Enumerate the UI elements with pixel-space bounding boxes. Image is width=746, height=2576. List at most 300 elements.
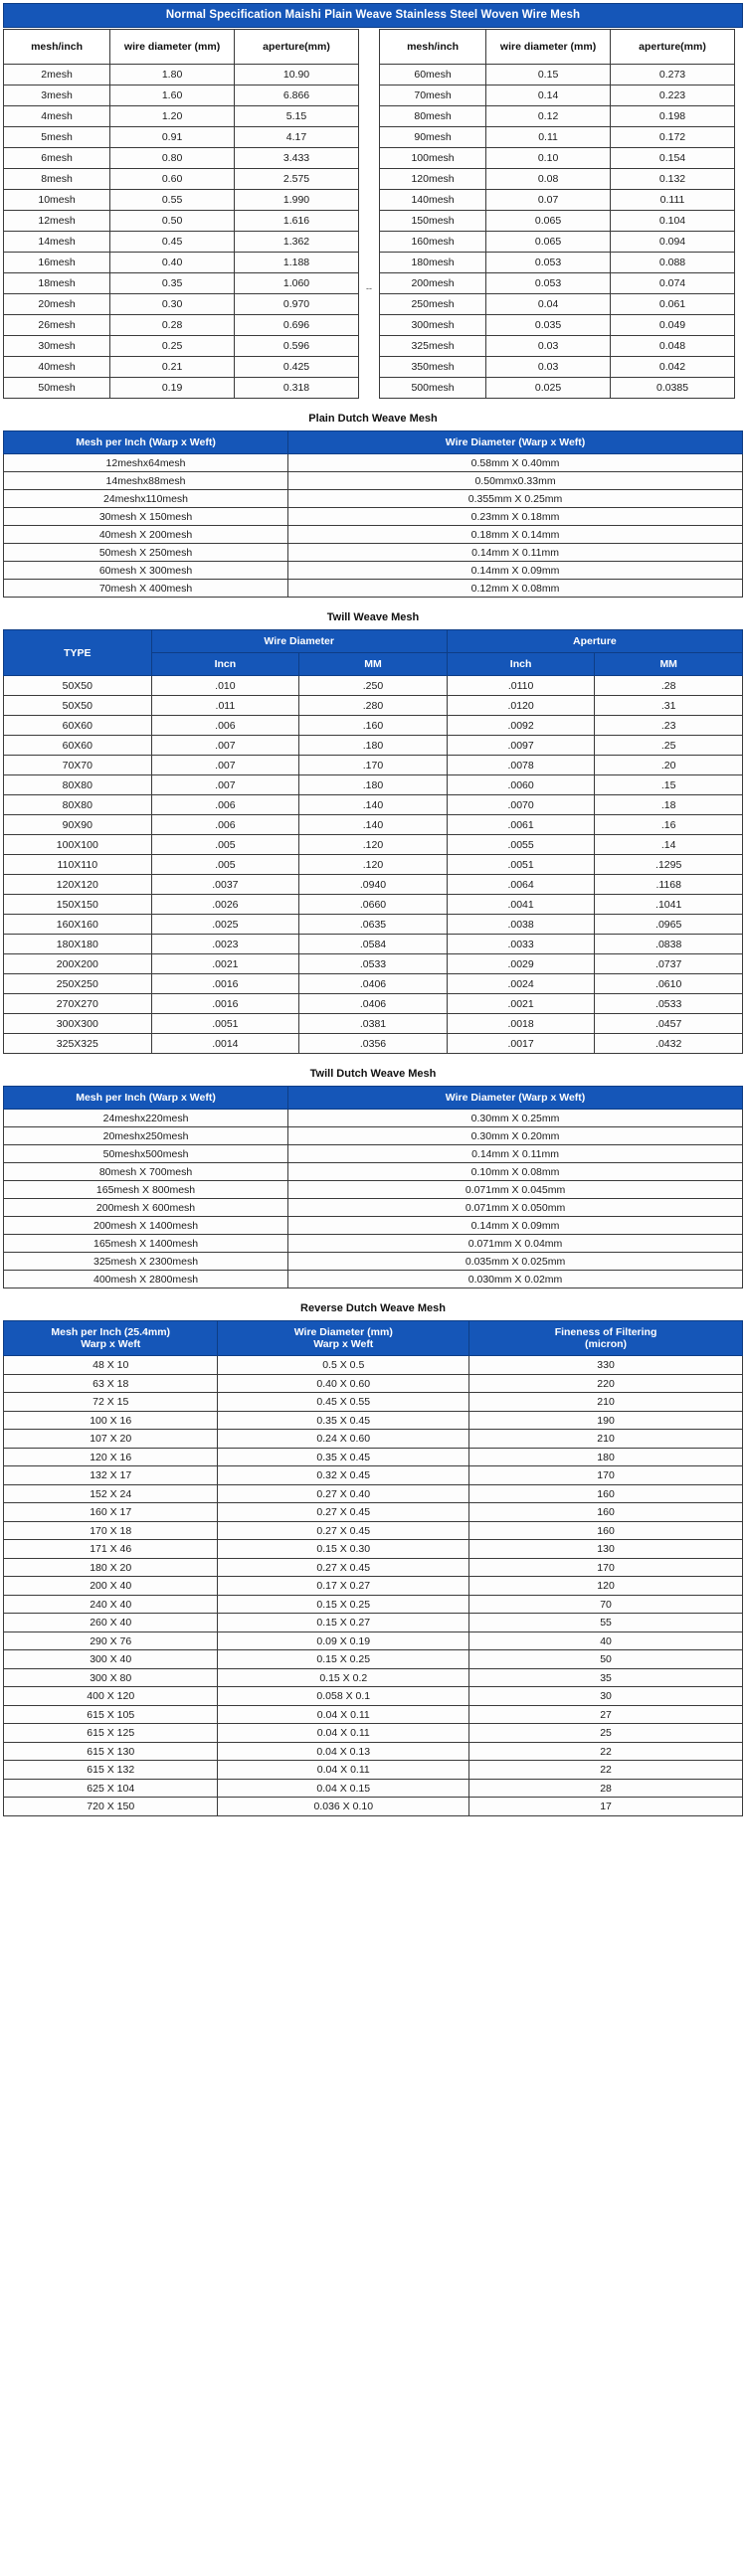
table-row	[4, 1668, 743, 1687]
table-row	[4, 1034, 743, 1054]
table-cell: 300 X 40	[4, 1650, 218, 1669]
table-row	[4, 1235, 743, 1253]
table-cell: 70X70	[4, 756, 152, 775]
table-row	[380, 65, 735, 86]
table-cell: 6.866	[235, 86, 359, 106]
table-cell: 0.40 X 0.60	[218, 1374, 469, 1393]
table-cell: 0.91	[110, 127, 235, 148]
table-cell: 0.09 X 0.19	[218, 1631, 469, 1650]
table-cell: 0.14mm X 0.11mm	[288, 1145, 743, 1163]
col-header-wire-diameter	[218, 1321, 469, 1356]
table-cell: 170 X 18	[4, 1521, 218, 1540]
table-cell: .0584	[299, 935, 448, 954]
table-row	[4, 1430, 743, 1449]
table-cell: 100 X 16	[4, 1411, 218, 1430]
table-row	[4, 954, 743, 974]
table-row	[4, 1650, 743, 1669]
table-row	[4, 580, 743, 598]
table-row	[4, 1253, 743, 1271]
table-cell: .120	[299, 855, 448, 875]
table-cell: 160 X 17	[4, 1503, 218, 1522]
table-row	[4, 1503, 743, 1522]
table-cell: 50X50	[4, 676, 152, 696]
col-header-wire-diameter: wire diameter (mm)	[110, 30, 235, 65]
table-row	[380, 357, 735, 378]
table-cell: 240 X 40	[4, 1595, 218, 1614]
table-cell: 0.60	[110, 169, 235, 190]
table-cell: 210	[469, 1393, 743, 1412]
table-cell: .0381	[299, 1014, 448, 1034]
table-row	[4, 294, 359, 315]
table-cell: 70mesh X 400mesh	[4, 580, 288, 598]
table-cell: 1.60	[110, 86, 235, 106]
table-cell: 500mesh	[380, 378, 486, 399]
table-cell: 30mesh	[4, 336, 110, 357]
table-cell: 60X60	[4, 736, 152, 756]
table-cell: 0.27 X 0.45	[218, 1521, 469, 1540]
table-cell: .0037	[151, 875, 299, 895]
table-cell: .011	[151, 696, 299, 716]
table-cell: .0061	[447, 815, 595, 835]
table-cell: 0.32 X 0.45	[218, 1466, 469, 1485]
table-cell: 0.318	[235, 378, 359, 399]
table-row	[380, 148, 735, 169]
table-cell: 180 X 20	[4, 1558, 218, 1577]
table-cell: 0.27 X 0.45	[218, 1558, 469, 1577]
table-cell: 0.12mm X 0.08mm	[288, 580, 743, 598]
table-cell: 50X50	[4, 696, 152, 716]
col-header-wire-diameter: Wire Diameter (Warp x Weft)	[288, 1087, 743, 1110]
table-row	[4, 148, 359, 169]
table-row	[4, 315, 359, 336]
table-cell: 0.596	[235, 336, 359, 357]
col-header-aperture: aperture(mm)	[611, 30, 735, 65]
table-header-row	[4, 1087, 743, 1110]
table-row	[4, 1217, 743, 1235]
table-cell: 0.11	[486, 127, 611, 148]
table-cell: 110X110	[4, 855, 152, 875]
table-cell: 0.50	[110, 211, 235, 232]
table-cell: 0.35 X 0.45	[218, 1411, 469, 1430]
col-header-line-2: Warp x Weft	[313, 1338, 374, 1351]
table-row	[4, 454, 743, 472]
table-cell: 160mesh	[380, 232, 486, 253]
table-cell: 0.30mm X 0.25mm	[288, 1110, 743, 1127]
table-cell: .0023	[151, 935, 299, 954]
table-cell: 0.28	[110, 315, 235, 336]
table-row	[380, 211, 735, 232]
table-cell: 0.088	[611, 253, 735, 273]
table-cell: 0.025	[486, 378, 611, 399]
table-cell: 90X90	[4, 815, 152, 835]
table-cell: 330	[469, 1356, 743, 1375]
table-cell: 0.273	[611, 65, 735, 86]
table-cell: 0.03	[486, 357, 611, 378]
table-cell: 615 X 125	[4, 1724, 218, 1743]
col-header-type: TYPE	[4, 630, 152, 676]
table-cell: 615 X 132	[4, 1761, 218, 1780]
table-row	[4, 490, 743, 508]
table-cell: .16	[595, 815, 743, 835]
table-cell: 0.15 X 0.30	[218, 1540, 469, 1559]
table-row	[4, 190, 359, 211]
table-cell: 48 X 10	[4, 1356, 218, 1375]
table-cell: .0737	[595, 954, 743, 974]
table-cell: .1168	[595, 875, 743, 895]
table-cell: .0097	[447, 736, 595, 756]
plain-weave-right-pane	[379, 29, 735, 399]
plain-dutch-table	[3, 430, 743, 598]
table-cell: .0021	[151, 954, 299, 974]
twill-dutch-caption: Twill Dutch Weave Mesh	[309, 1068, 437, 1081]
table-cell: 0.065	[486, 232, 611, 253]
table-cell: .0356	[299, 1034, 448, 1054]
table-cell: 0.35 X 0.45	[218, 1448, 469, 1466]
table-cell: .140	[299, 815, 448, 835]
table-cell: .006	[151, 815, 299, 835]
reverse-dutch-body	[4, 1356, 743, 1816]
table-cell: 150X150	[4, 895, 152, 915]
table-cell: 2.575	[235, 169, 359, 190]
table-cell: .160	[299, 716, 448, 736]
table-cell: 615 X 105	[4, 1705, 218, 1724]
table-cell: 130	[469, 1540, 743, 1559]
table-cell: 50	[469, 1650, 743, 1669]
table-cell: 70mesh	[380, 86, 486, 106]
col-header-fineness	[469, 1321, 743, 1356]
table-cell: 1.80	[110, 65, 235, 86]
table-cell: 0.154	[611, 148, 735, 169]
table-cell: 0.035mm X 0.025mm	[288, 1253, 743, 1271]
table-cell: .0014	[151, 1034, 299, 1054]
table-cell: 0.07	[486, 190, 611, 211]
table-cell: 50mesh X 250mesh	[4, 544, 288, 562]
table-cell: 325X325	[4, 1034, 152, 1054]
table-group-header-row	[4, 630, 743, 653]
col-header-aperture-inch: Inch	[447, 653, 595, 676]
table-row	[4, 1614, 743, 1632]
table-cell: 25	[469, 1724, 743, 1743]
table-cell: 80mesh X 700mesh	[4, 1163, 288, 1181]
table-cell: 24meshx220mesh	[4, 1110, 288, 1127]
table-row	[4, 211, 359, 232]
table-cell: .0635	[299, 915, 448, 935]
table-cell: 40	[469, 1631, 743, 1650]
table-row	[4, 1631, 743, 1650]
table-row	[4, 895, 743, 915]
table-cell: 27	[469, 1705, 743, 1724]
plain-dutch-body	[4, 454, 743, 598]
table-cell: 0.042	[611, 357, 735, 378]
table-row	[4, 106, 359, 127]
table-cell: 55	[469, 1614, 743, 1632]
table-row	[380, 378, 735, 399]
table-cell: .0078	[447, 756, 595, 775]
table-row	[4, 815, 743, 835]
table-row	[4, 526, 743, 544]
table-cell: 1.616	[235, 211, 359, 232]
table-cell: 0.5 X 0.5	[218, 1356, 469, 1375]
table-cell: .18	[595, 795, 743, 815]
col-header-wire-mm: MM	[299, 653, 448, 676]
table-cell: .0838	[595, 935, 743, 954]
table-cell: 350mesh	[380, 357, 486, 378]
table-row	[380, 169, 735, 190]
table-row	[4, 336, 359, 357]
table-cell: 10mesh	[4, 190, 110, 211]
plain-weave-left-table	[3, 29, 359, 399]
table-cell: 0.80	[110, 148, 235, 169]
table-row	[4, 736, 743, 756]
table-cell: 6mesh	[4, 148, 110, 169]
table-cell: 0.19	[110, 378, 235, 399]
table-cell: 0.35	[110, 273, 235, 294]
table-cell: 0.10mm X 0.08mm	[288, 1163, 743, 1181]
table-row	[380, 106, 735, 127]
table-cell: 200X200	[4, 954, 152, 974]
table-cell: 0.053	[486, 253, 611, 273]
table-cell: 0.04 X 0.11	[218, 1761, 469, 1780]
table-row	[4, 1014, 743, 1034]
table-cell: 30	[469, 1687, 743, 1706]
table-row	[4, 562, 743, 580]
table-cell: 0.55	[110, 190, 235, 211]
table-cell: 0.04 X 0.11	[218, 1705, 469, 1724]
table-row	[4, 232, 359, 253]
table-cell: 5.15	[235, 106, 359, 127]
table-cell: 0.030mm X 0.02mm	[288, 1271, 743, 1288]
table-cell: 300 X 80	[4, 1668, 218, 1687]
table-cell: 171 X 46	[4, 1540, 218, 1559]
table-cell: 165mesh X 1400mesh	[4, 1235, 288, 1253]
table-cell: 70	[469, 1595, 743, 1614]
table-cell: .0457	[595, 1014, 743, 1034]
table-cell: 0.25	[110, 336, 235, 357]
table-cell: 0.048	[611, 336, 735, 357]
table-cell: .0610	[595, 974, 743, 994]
table-cell: 0.04 X 0.11	[218, 1724, 469, 1743]
table-row	[4, 1356, 743, 1375]
table-cell: .1041	[595, 895, 743, 915]
plain-weave-left-body	[4, 65, 359, 399]
table-row	[380, 336, 735, 357]
table-cell: 80X80	[4, 775, 152, 795]
table-cell: 0.50mmx0.33mm	[288, 472, 743, 490]
table-cell: 40mesh X 200mesh	[4, 526, 288, 544]
table-cell: 12meshx64mesh	[4, 454, 288, 472]
table-cell: 0.04	[486, 294, 611, 315]
table-cell: .0016	[151, 994, 299, 1014]
table-cell: 18mesh	[4, 273, 110, 294]
table-row	[4, 1540, 743, 1559]
table-cell: 0.45	[110, 232, 235, 253]
table-cell: 250X250	[4, 974, 152, 994]
table-row	[4, 378, 359, 399]
table-cell: 0.40	[110, 253, 235, 273]
table-row	[4, 1145, 743, 1163]
table-cell: .0432	[595, 1034, 743, 1054]
table-row	[380, 86, 735, 106]
table-cell: .0018	[447, 1014, 595, 1034]
table-cell: .007	[151, 736, 299, 756]
table-row	[4, 472, 743, 490]
reverse-dutch-table	[3, 1320, 743, 1816]
spec-sheet-page	[0, 3, 746, 1822]
table-cell: 80X80	[4, 795, 152, 815]
col-header-wire-diameter: Wire Diameter (Warp x Weft)	[288, 431, 743, 454]
table-cell: .0110	[447, 676, 595, 696]
table-row	[4, 775, 743, 795]
table-row	[4, 1411, 743, 1430]
plain-weave-section	[0, 29, 746, 399]
table-cell: 160X160	[4, 915, 152, 935]
table-cell: 1.362	[235, 232, 359, 253]
table-cell: 325mesh	[380, 336, 486, 357]
table-cell: 0.104	[611, 211, 735, 232]
table-row	[4, 1595, 743, 1614]
table-row	[4, 1466, 743, 1485]
table-cell: 100X100	[4, 835, 152, 855]
table-row	[380, 273, 735, 294]
table-row	[4, 253, 359, 273]
table-cell: .180	[299, 775, 448, 795]
twill-weave-table	[3, 629, 743, 1054]
table-cell: 0.15 X 0.25	[218, 1595, 469, 1614]
table-row	[4, 1271, 743, 1288]
table-cell: 0.094	[611, 232, 735, 253]
table-cell: .120	[299, 835, 448, 855]
table-cell: 0.058 X 0.1	[218, 1687, 469, 1706]
col-header-mesh-per-inch: Mesh per Inch (Warp x Weft)	[4, 431, 288, 454]
table-row	[4, 1448, 743, 1466]
table-cell: .0038	[447, 915, 595, 935]
table-cell: .007	[151, 775, 299, 795]
table-cell: .0406	[299, 974, 448, 994]
table-cell: 22	[469, 1761, 743, 1780]
table-cell: 63 X 18	[4, 1374, 218, 1393]
table-row	[4, 357, 359, 378]
table-row	[4, 935, 743, 954]
table-cell: 26mesh	[4, 315, 110, 336]
table-cell: 3mesh	[4, 86, 110, 106]
table-cell: 290 X 76	[4, 1631, 218, 1650]
table-row	[4, 1374, 743, 1393]
table-cell: 200mesh	[380, 273, 486, 294]
table-cell: 200mesh X 600mesh	[4, 1199, 288, 1217]
table-row	[4, 1705, 743, 1724]
table-row	[380, 190, 735, 211]
table-row	[4, 835, 743, 855]
table-cell: 0.223	[611, 86, 735, 106]
table-row	[4, 1577, 743, 1596]
reverse-dutch-caption: Reverse Dutch Weave Mesh	[300, 1302, 446, 1315]
table-cell: 0.23mm X 0.18mm	[288, 508, 743, 526]
table-cell: 60X60	[4, 716, 152, 736]
table-cell: .0060	[447, 775, 595, 795]
table-row	[4, 1484, 743, 1503]
table-cell: 28	[469, 1779, 743, 1798]
table-row	[4, 1779, 743, 1798]
table-row	[4, 716, 743, 736]
table-cell: 2mesh	[4, 65, 110, 86]
table-cell: 4mesh	[4, 106, 110, 127]
table-cell: 0.071mm X 0.050mm	[288, 1199, 743, 1217]
table-cell: 5mesh	[4, 127, 110, 148]
table-cell: 35	[469, 1668, 743, 1687]
col-group-header-wire-diameter: Wire Diameter	[151, 630, 447, 653]
table-cell: 0.17 X 0.27	[218, 1577, 469, 1596]
table-cell: 50meshx500mesh	[4, 1145, 288, 1163]
table-cell: 260 X 40	[4, 1614, 218, 1632]
col-header-mesh-per-inch: Mesh per Inch (Warp x Weft)	[4, 1087, 288, 1110]
table-cell: .23	[595, 716, 743, 736]
table-cell: 14meshx88mesh	[4, 472, 288, 490]
table-cell: .010	[151, 676, 299, 696]
table-cell: .0120	[447, 696, 595, 716]
col-header-mesh-per-inch	[4, 1321, 218, 1356]
table-cell: 0.14mm X 0.11mm	[288, 544, 743, 562]
table-cell: 0.58mm X 0.40mm	[288, 454, 743, 472]
plain-dutch-caption: Plain Dutch Weave Mesh	[308, 413, 438, 425]
table-cell: 0.036 X 0.10	[218, 1798, 469, 1816]
table-cell: 20meshx250mesh	[4, 1127, 288, 1145]
table-cell: 0.04 X 0.15	[218, 1779, 469, 1798]
table-cell: 0.24 X 0.60	[218, 1430, 469, 1449]
table-cell: 17	[469, 1798, 743, 1816]
table-cell: .007	[151, 756, 299, 775]
table-cell: 0.425	[235, 357, 359, 378]
table-row	[380, 253, 735, 273]
table-cell: 300X300	[4, 1014, 152, 1034]
table-cell: 200 X 40	[4, 1577, 218, 1596]
table-cell: 20mesh	[4, 294, 110, 315]
table-cell: 250mesh	[380, 294, 486, 315]
table-cell: 152 X 24	[4, 1484, 218, 1503]
table-cell: .0021	[447, 994, 595, 1014]
table-cell: 160	[469, 1503, 743, 1522]
table-row	[4, 127, 359, 148]
table-cell: 200mesh X 1400mesh	[4, 1217, 288, 1235]
table-cell: .0965	[595, 915, 743, 935]
plain-weave-right-body	[380, 65, 735, 399]
table-cell: 720 X 150	[4, 1798, 218, 1816]
table-cell: 0.30	[110, 294, 235, 315]
table-cell: 0.061	[611, 294, 735, 315]
col-header-aperture-mm: MM	[595, 653, 743, 676]
table-cell: .0533	[299, 954, 448, 974]
table-cell: .0051	[447, 855, 595, 875]
table-cell: 0.132	[611, 169, 735, 190]
table-cell: .0940	[299, 875, 448, 895]
table-cell: 0.30mm X 0.20mm	[288, 1127, 743, 1145]
table-cell: 0.065	[486, 211, 611, 232]
table-cell: 90mesh	[380, 127, 486, 148]
table-row	[4, 65, 359, 86]
table-cell: .180	[299, 736, 448, 756]
table-cell: 24meshx110mesh	[4, 490, 288, 508]
table-header-row	[380, 30, 735, 65]
table-cell: 8mesh	[4, 169, 110, 190]
table-cell: .15	[595, 775, 743, 795]
table-row	[4, 855, 743, 875]
table-row	[4, 974, 743, 994]
table-row	[4, 1110, 743, 1127]
table-cell: 120X120	[4, 875, 152, 895]
table-header-row	[4, 30, 359, 65]
table-row	[4, 1163, 743, 1181]
table-cell: 60mesh	[380, 65, 486, 86]
table-cell: 0.355mm X 0.25mm	[288, 490, 743, 508]
